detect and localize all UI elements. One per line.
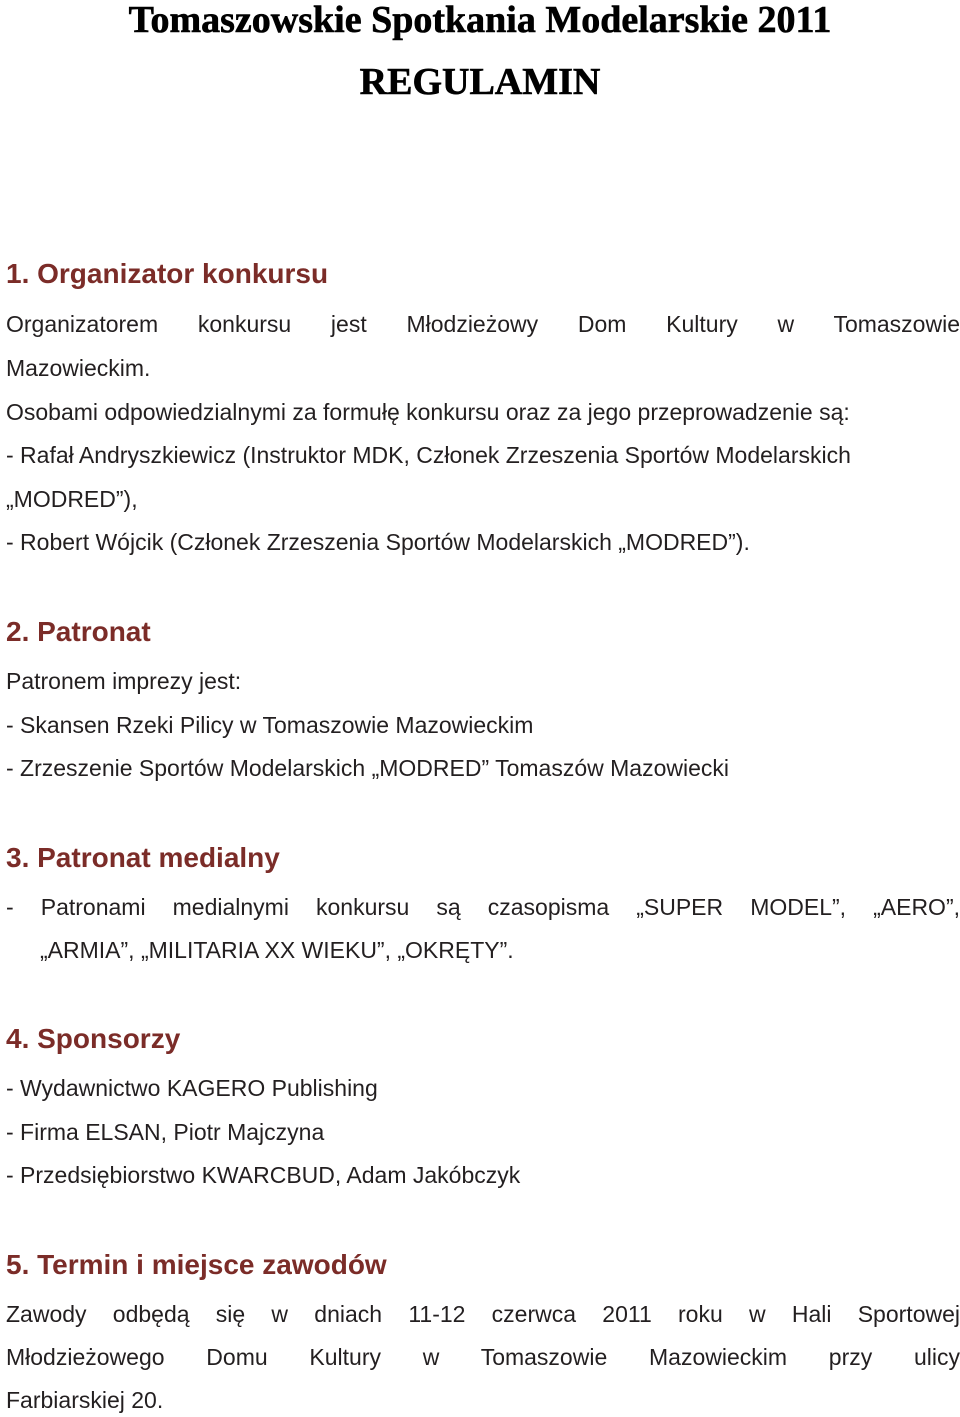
section-line: Farbiarskiej 20.: [6, 1387, 164, 1413]
section-line: - Skansen Rzeki Pilicy w Tomaszowie Mazowieckim: [6, 712, 534, 738]
document-subtitle: REGULAMIN: [359, 61, 601, 103]
section-line: - Wydawnictwo KAGERO Publishing: [6, 1075, 378, 1101]
section-heading-date-place: 5. Termin i miejsce zawodów: [6, 1249, 387, 1280]
section-line: - Rafał Andryszkiewicz (Instruktor MDK, Członek Zrzeszenia Sportów Modelarskich: [6, 442, 851, 468]
section-line: - Patronami medialnymi konkursu są czasopisma „SUPER MODEL”, „AERO”,: [6, 894, 960, 920]
section-line: Osobami odpowiedzialnymi za formułę konkursu oraz za jego przeprowadzenie są:: [6, 399, 850, 425]
section-line: „MODRED”),: [6, 486, 138, 512]
section-line: - Zrzeszenie Sportów Modelarskich „MODRED” Tomaszów Mazowiecki: [6, 755, 729, 781]
section-line: - Robert Wójcik (Członek Zrzeszenia Sportów Modelarskich „MODRED”).: [6, 529, 750, 555]
section-line: Patronem imprezy jest:: [6, 668, 242, 694]
section-line: Młodzieżowego Domu Kultury w Tomaszowie Mazowieckim przy ulicy: [6, 1344, 960, 1370]
section-line: Zawody odbędą się w dniach 11-12 czerwca 2011 roku w Hali Sportowej: [6, 1301, 960, 1327]
section-line: „ARMIA”, „MILITARIA XX WIEKU”, „OKRĘTY”.: [40, 937, 514, 963]
section-line: Mazowieckim.: [6, 355, 151, 381]
document-title: Tomaszowskie Spotkania Modelarskie 2011: [128, 0, 832, 41]
section-heading-organizer: 1. Organizator konkursu: [6, 258, 329, 289]
section-line: - Przedsiębiorstwo KWARCBUD, Adam Jakóbczyk: [6, 1162, 521, 1188]
section-line: - Firma ELSAN, Piotr Majczyna: [6, 1119, 325, 1145]
section-heading-sponsors: 4. Sponsorzy: [6, 1023, 181, 1054]
section-heading-patronage: 2. Patronat: [6, 616, 151, 647]
section-line: Organizatorem konkursu jest Młodzieżowy Dom Kultury w Tomaszowie: [6, 311, 960, 337]
section-heading-media-patronage: 3. Patronat medialny: [6, 842, 280, 873]
